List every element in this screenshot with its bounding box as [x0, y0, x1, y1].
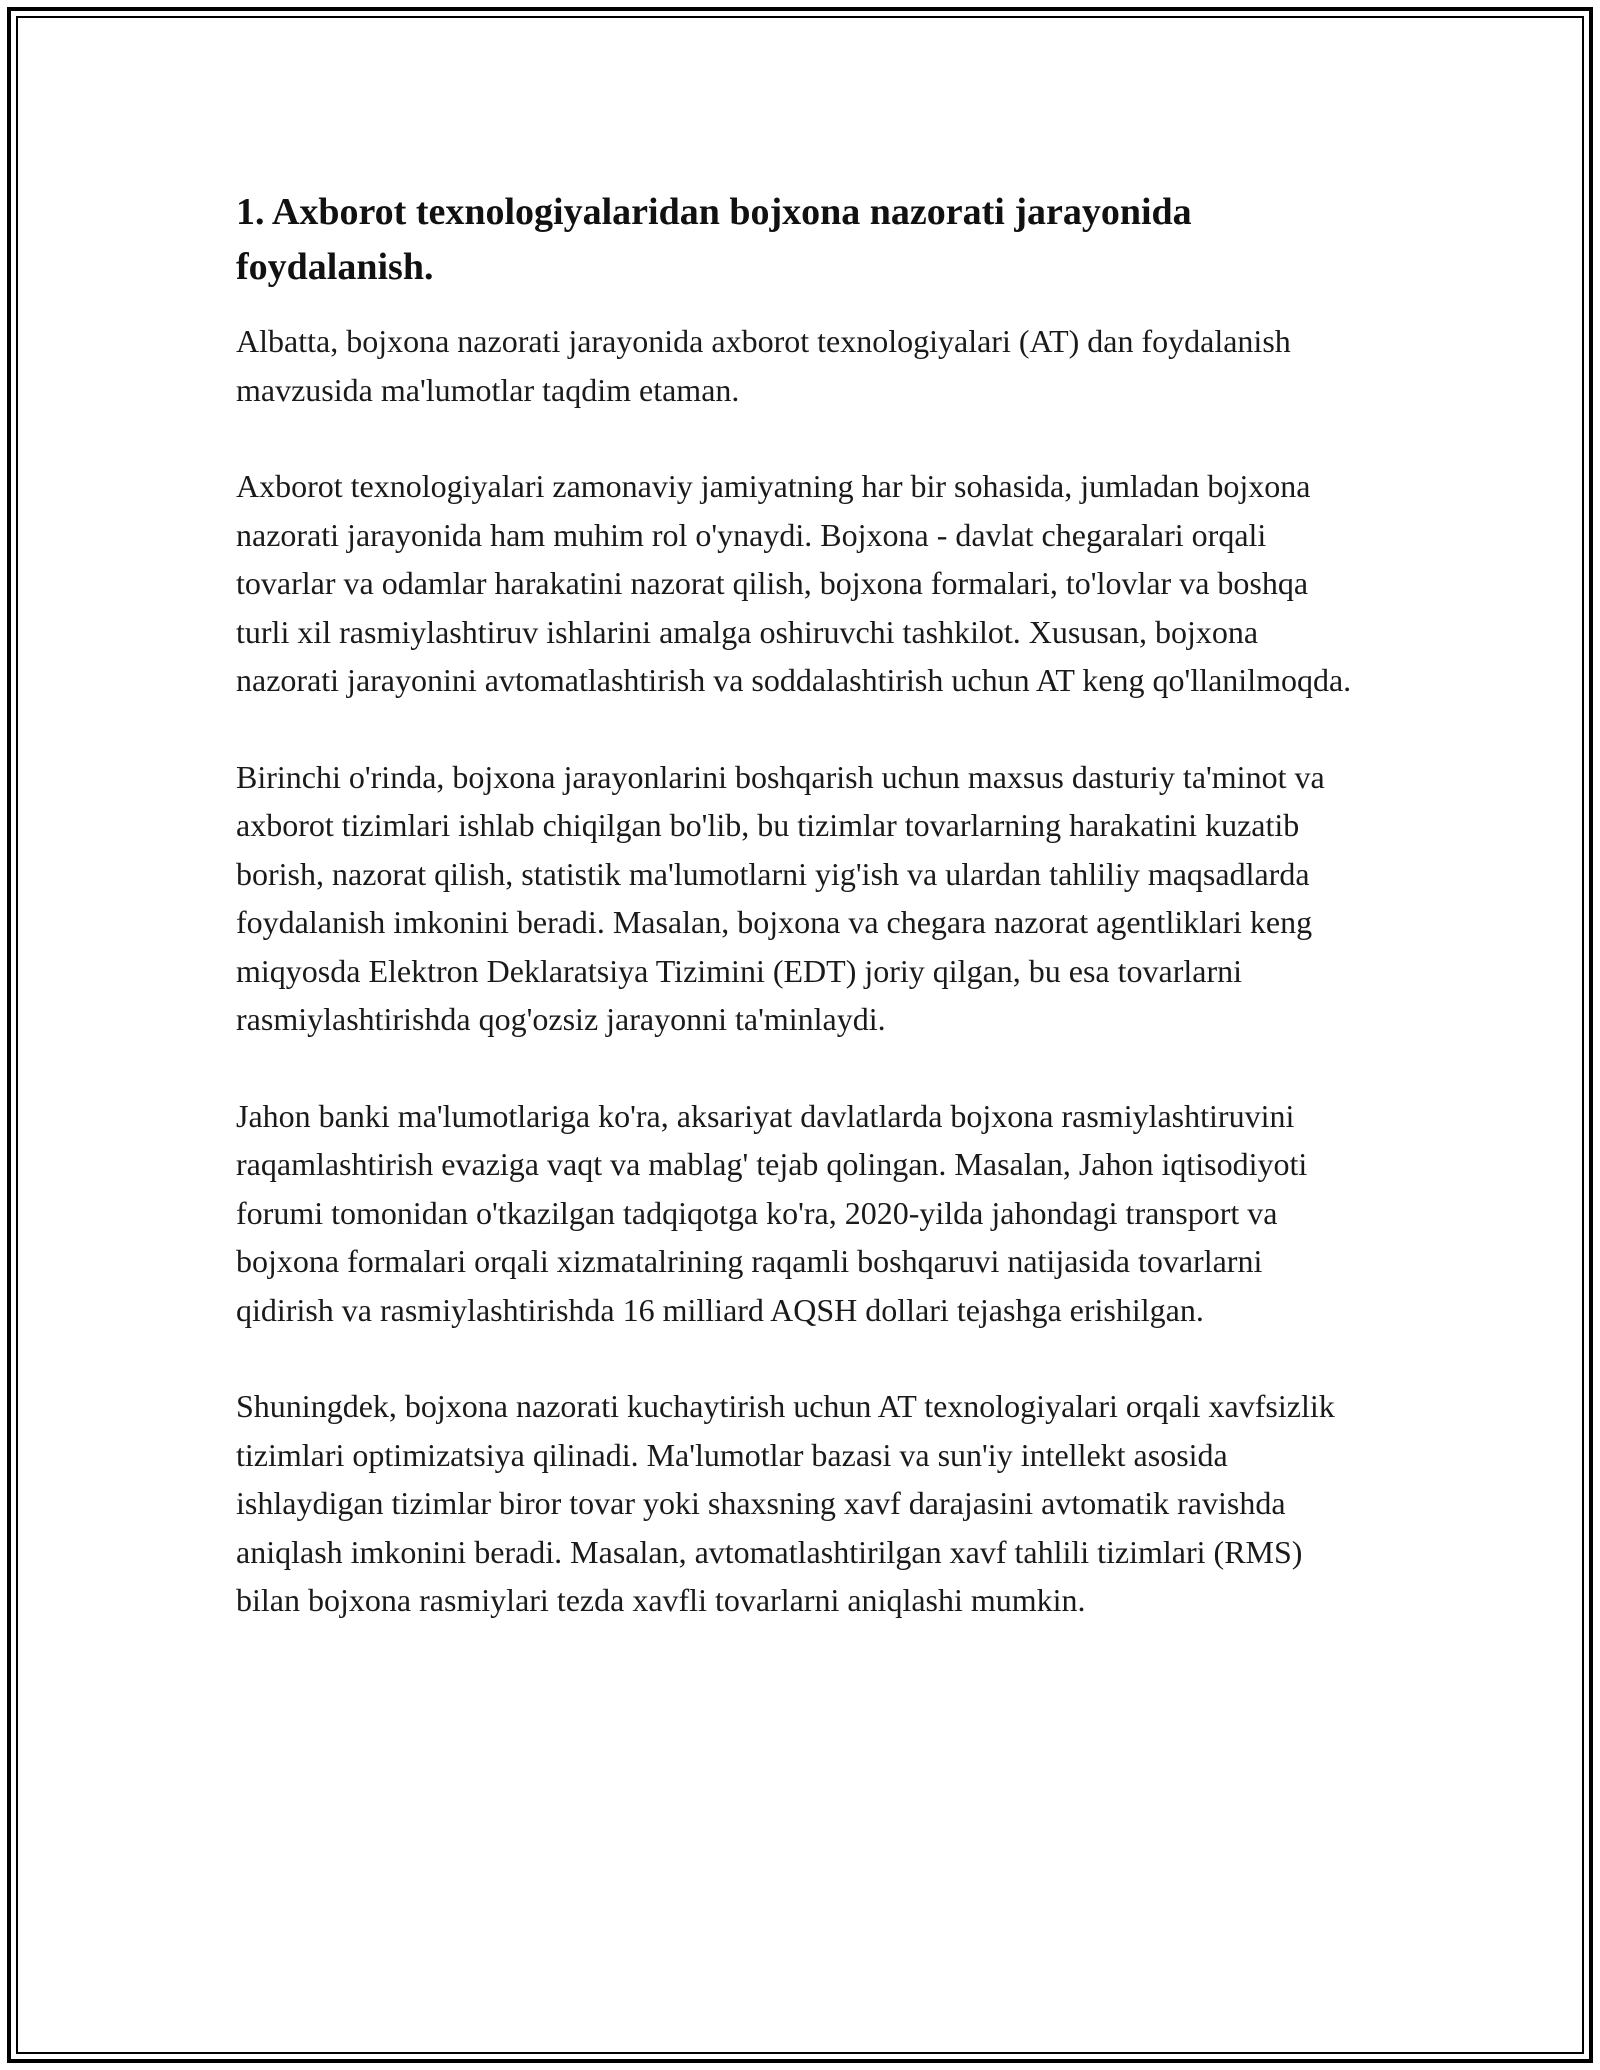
document-body: [236, 185, 1366, 1673]
paragraph-software-systems: Birinchi o'rinda, bojxona jarayonlarini boshqarish uchun maxsus dasturiy ta'minot va axborot tizimlari ishlab chiqilgan bo'lib, bu tizimlar tovarlarning harakatini kuzatib borish, nazorat qilish, statistik ma'lumotlarni yig'ish va ulardan tahliliy maqsadlarda foydalanish imkonini beradi. Masalan, bojxona va chegara nazorat agentliklari keng miqyosda Elektron Deklaratsiya Tizimini (EDT) joriy qilgan, bu esa tovarlarni rasmiylashtirishda qog'ozsiz jarayonni ta'minlaydi.: [236, 758, 1325, 1037]
section-heading: 1. Axborot texnologiyalaridan bojxona nazorati jarayonida foydalanish.: [236, 191, 1192, 288]
paragraph-overview: Axborot texnologiyalari zamonaviy jamiyatning har bir sohasida, jumladan bojxona nazorati jarayonida ham muhim rol o'ynaydi. Bojxona - davlat chegaralari orqali tovarlar va odamlar harakatini nazorat qilish, bojxona formalari, to'lovlar va boshqa turli xil rasmiylashtiruv ishlarini amalga oshiruvchi tashkilot. Xususan, bojxona nazorati jarayonini avtomatlashtirish va soddalashtirish uchun AT keng qo'llanilmoqda.: [236, 468, 1352, 698]
paragraph-security: Shuningdek, bojxona nazorati kuchaytirish uchun AT texnologiyalari orqali xavfsizlik tizimlari optimizatsiya qilinadi. Ma'lumotlar bazasi va sun'iy intellekt asosida ishlaydigan tizimlar biror tovar yoki shaxsning xavf darajasini avtomatik ravishda aniqlash imkonini beradi. Masalan, avtomatlashtirilgan xavf tahlili tizimlari (RMS) bilan bojxona rasmiylari tezda xavfli tovarlarni aniqlashi mumkin.: [236, 1388, 1335, 1618]
paragraph-world-bank: Jahon banki ma'lumotlariga ko'ra, aksariyat davlatlarda bojxona rasmiylashtiruvini raqamlashtirish evaziga vaqt va mablag' tejab qolingan. Masalan, Jahon iqtisodiyoti forumi tomonidan o'tkazilgan tadqiqotga ko'ra, 2020-yilda jahondagi transport va bojxona formalari orqali xizmatalrining raqamli boshqaruvi natijasida tovarlarni qidirish va rasmiylashtirishda 16 milliard AQSH dollari tejashga erishilgan.: [236, 1097, 1308, 1328]
paragraph-intro: Albatta, bojxona nazorati jarayonida axborot texnologiyalari (AT) dan foydalanish mavzusida ma'lumotlar taqdim etaman.: [236, 323, 1291, 408]
